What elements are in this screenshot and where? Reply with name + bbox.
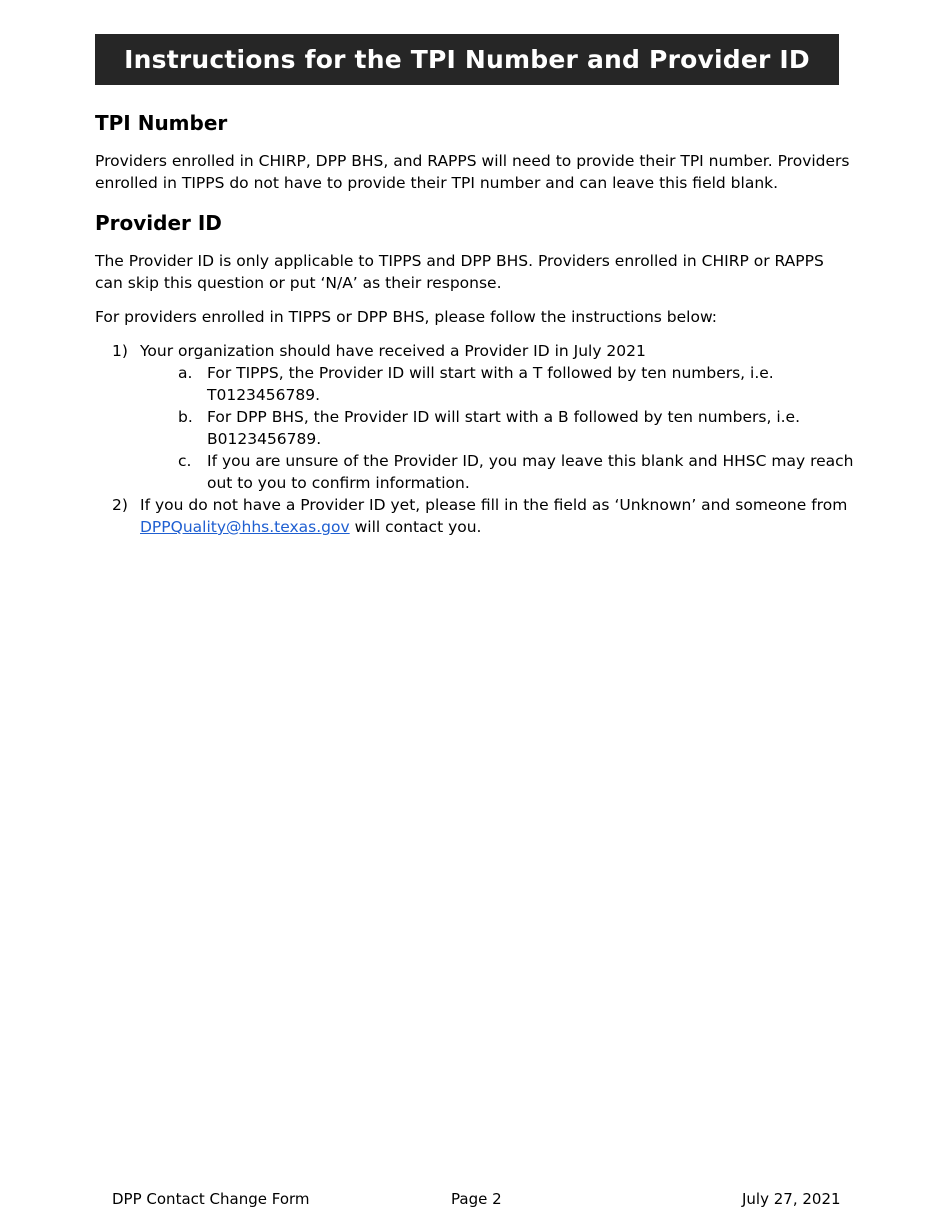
page-banner bbox=[95, 34, 839, 85]
sub-list-item bbox=[178, 362, 855, 406]
list-marker: 1) bbox=[112, 342, 128, 360]
sub-list-marker: c. bbox=[178, 452, 192, 470]
sub-list bbox=[178, 362, 855, 494]
list-item-text: Your organization should have received a Provider ID in July 2021 bbox=[140, 342, 646, 360]
provider-id-heading: Provider ID bbox=[95, 211, 222, 235]
footer-form-name: DPP Contact Change Form bbox=[112, 1190, 310, 1208]
footer-date: July 27, 2021 bbox=[742, 1190, 841, 1208]
tpi-paragraph: Providers enrolled in CHIRP, DPP BHS, and RAPPS will need to provide their TPI number. Providers enrolled in TIPPS do not have to provide their TPI number and can leave this field blank. bbox=[95, 152, 850, 192]
banner-title: Instructions for the TPI Number and Provider ID bbox=[124, 45, 810, 74]
list-marker: 2) bbox=[112, 496, 128, 514]
list-item-text-after: will contact you. bbox=[349, 518, 482, 536]
instruction-list bbox=[95, 340, 855, 538]
sub-list-item bbox=[178, 406, 855, 450]
sub-list-marker: b. bbox=[178, 408, 193, 426]
sub-list-item-text: For TIPPS, the Provider ID will start with a T followed by ten numbers, i.e. T0123456789. bbox=[207, 364, 774, 404]
page-footer bbox=[0, 1190, 950, 1212]
sub-list-item-text: For DPP BHS, the Provider ID will start with a B followed by ten numbers, i.e. B0123456789. bbox=[207, 408, 801, 448]
provider-id-intro: For providers enrolled in TIPPS or DPP BHS, please follow the instructions below: bbox=[95, 308, 718, 326]
footer-page-number: Page 2 bbox=[451, 1190, 502, 1208]
tpi-heading: TPI Number bbox=[95, 111, 228, 135]
sub-list-marker: a. bbox=[178, 364, 193, 382]
list-item-text-before: If you do not have a Provider ID yet, please fill in the field as ‘Unknown’ and someone from bbox=[140, 496, 848, 514]
provider-id-paragraph: The Provider ID is only applicable to TIPPS and DPP BHS. Providers enrolled in CHIRP or RAPPS can skip this question or put ‘N/A’ as their response. bbox=[95, 252, 824, 292]
sub-list-item bbox=[178, 450, 855, 494]
list-item bbox=[95, 340, 855, 494]
document-content bbox=[95, 108, 855, 538]
email-link[interactable]: DPPQuality@hhs.texas.gov bbox=[140, 518, 350, 536]
list-item bbox=[95, 494, 855, 538]
sub-list-item-text: If you are unsure of the Provider ID, you may leave this blank and HHSC may reach out to you to confirm information. bbox=[207, 452, 854, 492]
